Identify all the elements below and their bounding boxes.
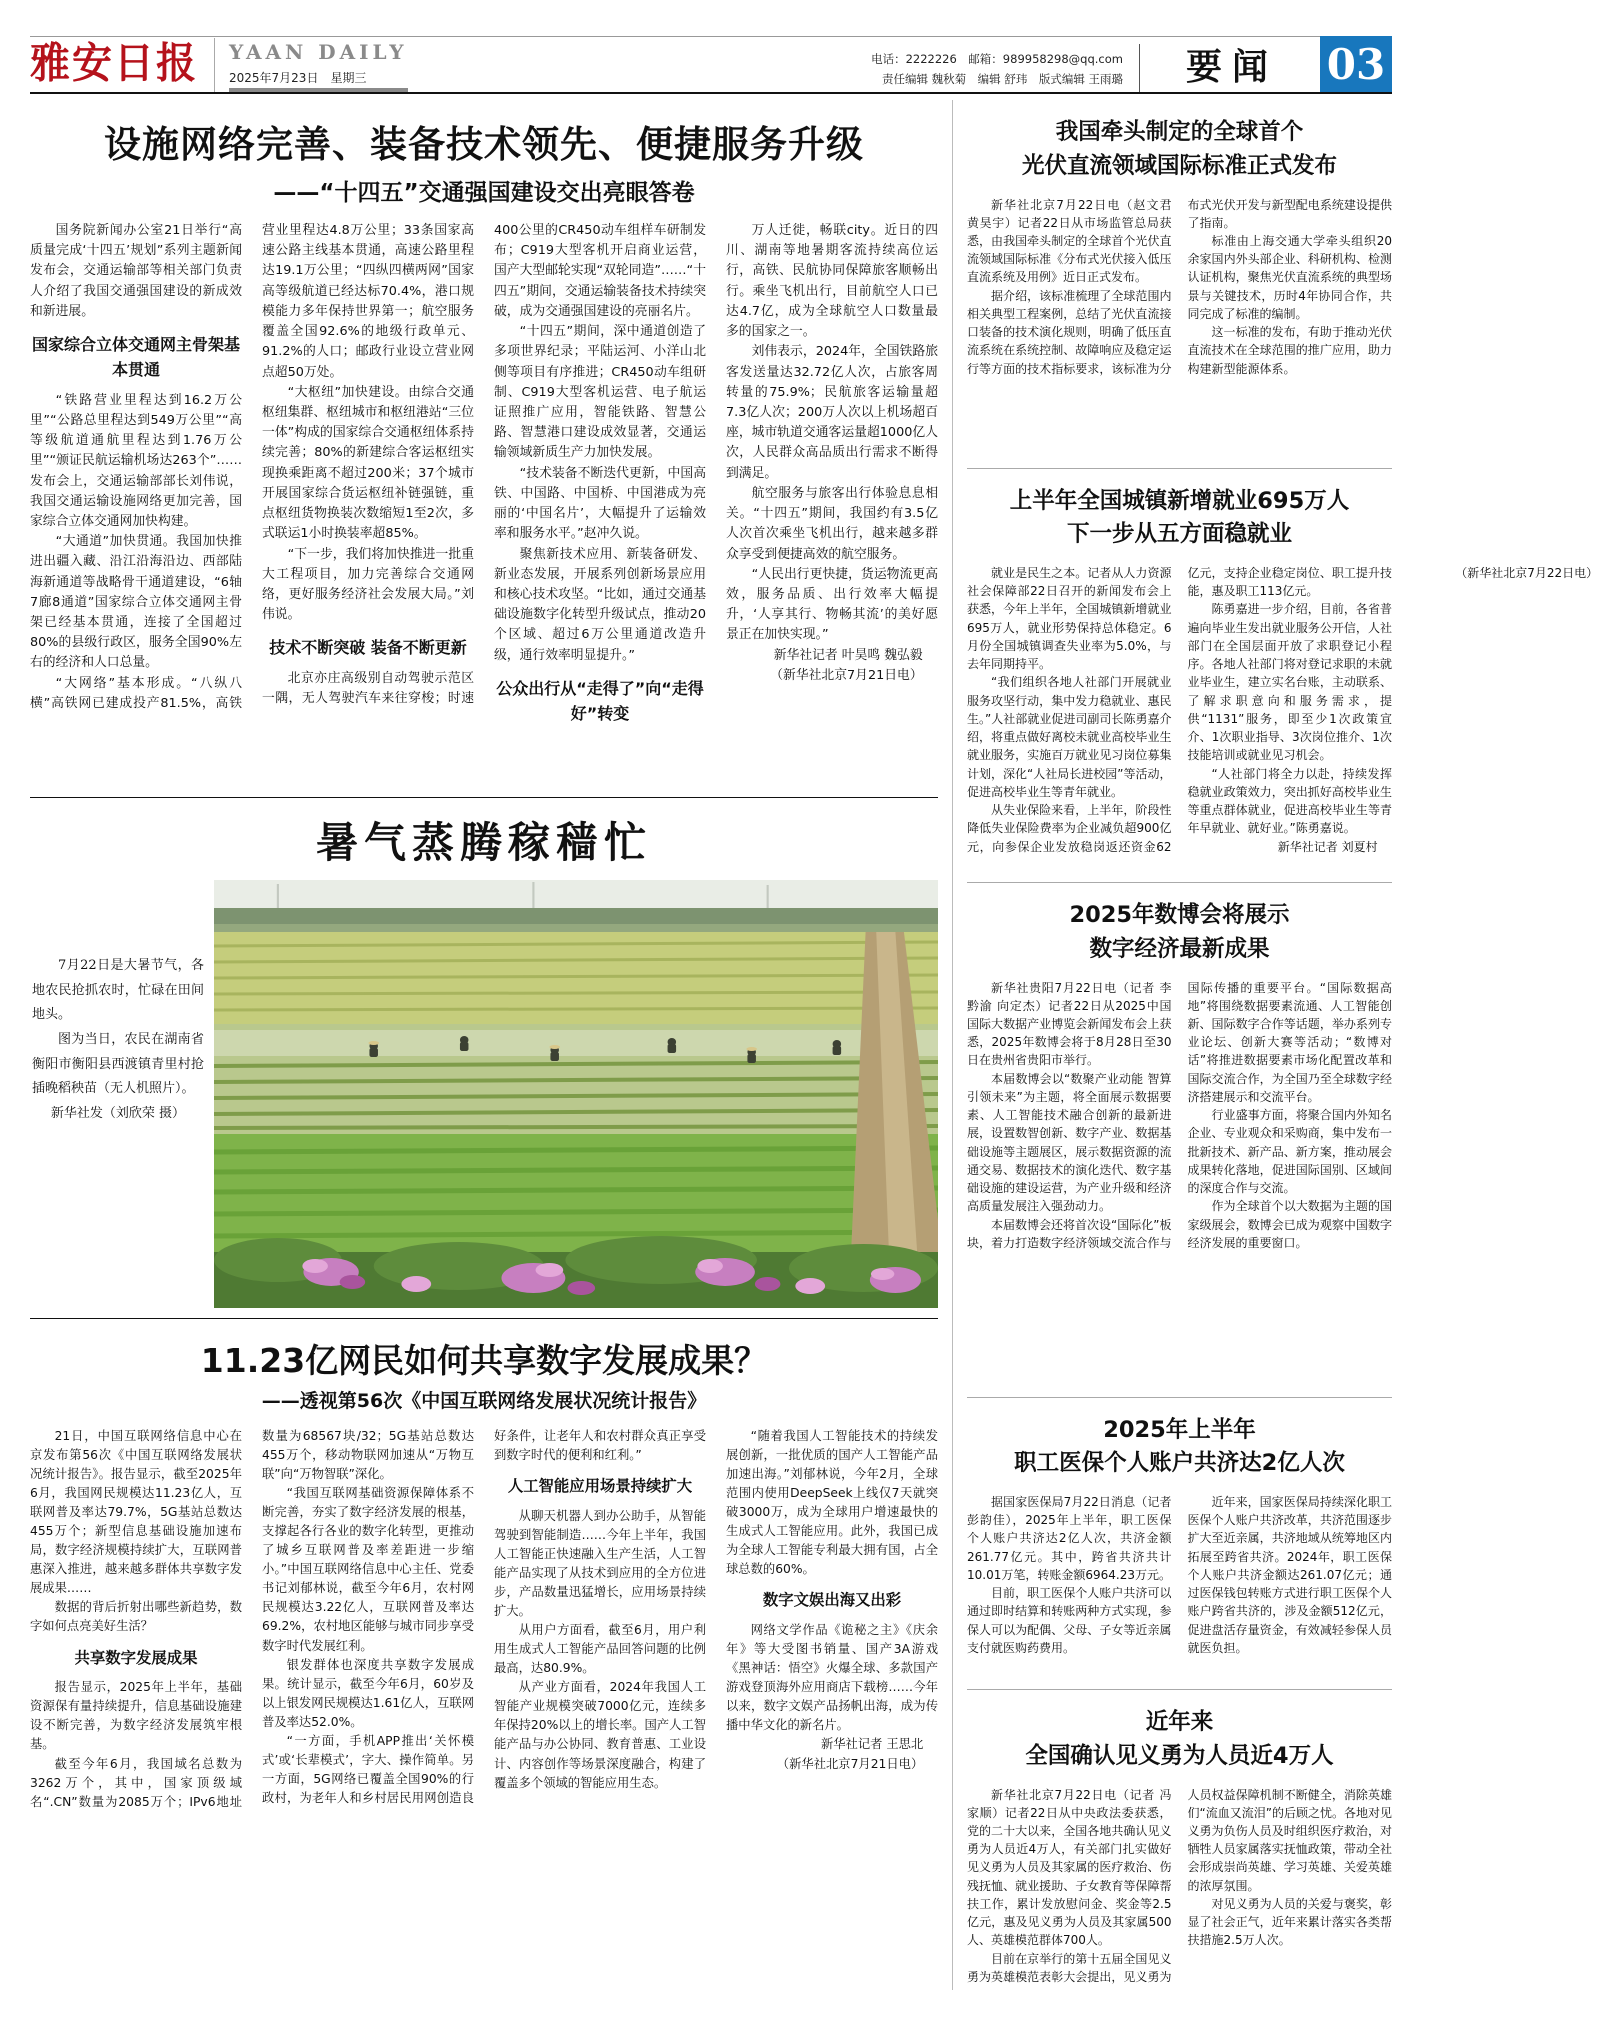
headline-line1: 2025年上半年 (1103, 1416, 1256, 1443)
article-bravery (967, 1689, 1392, 2034)
article-employment (967, 468, 1599, 883)
article-paragraph: 本届数博会以“数聚产业动能 智算引领未来”为主题，将全面展示数据要素、人工智能技术融合创新的最新进展，设置数智创新、数字产业、数据基础设施等主题展区，展示数据资源的流通交易、数据技术的演化迭代、数字基础设施的建设运营，为产业升级和经济高质量发展注入强劲动力。 (967, 1071, 1172, 1214)
article-paragraph: “大枢纽”加快建设。由综合交通枢纽集群、枢纽城市和枢纽港站“三位一体”构成的国家综合交通枢纽体系持续完善；80%的新建综合客运枢纽实现换乘距离不超过200米；37个城市开展国家综合货运枢纽补链强链，重点枢纽货物换装次数缩短1至2次，多式联运1小时换装率超85%。 (262, 384, 474, 542)
article-paragraph: 北京亦庄高级别自动驾驶示范区一隅，无人驾驶汽车来往穿梭；时速400公里的CR450动车组样车研制发布；C919大型客机开启商业运营，国产大型邮轮实现“双轮同造”……“十四五”期间，交通运输装备技术持续突破，成为交通强国建设的亮丽名片。 (262, 223, 706, 706)
masthead-divider (214, 38, 215, 92)
article-big-data-expo (967, 882, 1392, 1397)
paper-english-name: YAAN DAILY (229, 40, 408, 64)
article-headline (967, 116, 1392, 184)
article-paragraph: 聚焦新技术应用、新装备研发、新业态发展，开展系列创新场景应用和核心技术攻坚。“比如，通过交通基础设施数字化转型升级试点，推动20个区域、超过6万公里通道改造升级，通行效率明显提升。” (494, 546, 706, 663)
headline-line2: 光伏直流领域国际标准正式发布 (1021, 152, 1337, 179)
article-byline: 新华社记者 王思北 (820, 1737, 924, 1752)
article-paragraph: “人社部门将全力以赴，持续发挥稳就业政策效力，突出抓好高校毕业生等重点群体就业，促进高校毕业生等青年早就业、就好业。”陈勇嘉说。 (1187, 766, 1392, 836)
left-zone (30, 100, 952, 1990)
article-paragraph: 作为全球首个以大数据为主题的国家级展会，数博会已成为观察中国数字经济发展的重要窗口。 (1187, 1199, 1392, 1250)
article-paragraph: “人民出行更快捷，货运物流更高效，服务品质、出行效率大幅提升，‘人享其行、物畅其流’的美好愿景正在加快实现。” (726, 566, 938, 643)
article-paragraph: “铁路营业里程达到16.2万公里”“公路总里程达到549万公里”“高等级航道通航里程达到1.76万公里”“颁证民航运输机场达263个”……发布会上，交通运输部部长刘伟说，我国交通运输设施网络更加完善，国家综合立体交通网加快构建。 (30, 392, 242, 529)
article-paragraph: 报告显示，2025年上半年，基础资源保有量持续提升，信息基础设施建设不断完善，为数字经济发展筑牢根基。 (30, 1680, 242, 1752)
paddy-field-photo-illustration (214, 880, 938, 1308)
contact-line: 电话：2222226 邮箱：989958298@qq.com (871, 51, 1123, 66)
article-byline: （新华社北京7月22日电） (1455, 566, 1599, 580)
masthead (30, 36, 1392, 92)
masthead-separator (1139, 44, 1140, 92)
section-rule (30, 1318, 938, 1319)
article-paragraph: 对见义勇为人员的关爱与褒奖，彰显了社会正气，近年来累计落实各类帮扶措施2.5万人次。 (1187, 1896, 1392, 1948)
article-medical-insurance (967, 1397, 1392, 1690)
header-rule (30, 92, 1392, 94)
article-byline: （新华社北京7月21日电） (776, 1756, 924, 1771)
article-paragraph: “大网络”基本形成。“八纵八横”高铁网已建成投产81.5%，高铁营业里程达4.8万公里；33条国家高速公路主线基本贯通，高速公路里程达19.1万公里；“四纵四横两网”国家高等级航道已经达标70.4%，港口规模能力多年保持世界第一；航空服务覆盖全国92.6%的地级行政单元、91.2%的人口；邮政行业设立营业网点超50万处。 (30, 223, 474, 711)
editors-line: 责任编辑 魏秋菊 编辑 舒玮 版式编辑 王雨璐 (882, 72, 1123, 87)
page-number-badge: 03 (1320, 36, 1392, 92)
lead-body (30, 221, 938, 787)
page-content (30, 100, 1599, 1990)
article-body (967, 1493, 1392, 1679)
headline-line2: 全国确认见义勇为人员近4万人 (1025, 1742, 1334, 1769)
article-paragraph: 刘伟表示，2024年，全国铁路旅客发送量达32.72亿人次，占旅客周转量的75.9%；民航旅客运输量超7.3亿人次；200万人次以上机场超百座，城市轨道交通客运量超1000亿人次，人民群众高品质出行需求不断得到满足。 (726, 344, 938, 481)
headline-line1: 近年来 (1145, 1709, 1214, 1735)
lead-subtitle: ——“十四五”交通强国建设交出亮眼答卷 (273, 180, 695, 206)
article-headline (967, 1706, 1392, 1774)
article-byline: （新华社北京7月21日电） (770, 667, 923, 683)
headline-line2: 职工医保个人账户共济达2亿人次 (1014, 1450, 1345, 1477)
photo-caption (30, 880, 214, 1308)
masthead-right (871, 36, 1392, 92)
article-paragraph: “我们组织各地人社部门开展就业服务攻坚行动，集中发力稳就业、惠民生。”人社部就业促进司副司长陈勇嘉介绍，将重点做好离校未就业高校毕业生就业服务，实施百万就业见习岗位募集计划，深化“人社局长进校园”等活动，促进高校毕业生等青年就业。 (967, 675, 1172, 799)
article-paragraph: 数据的背后折射出哪些新趋势，数字如何点亮美好生活？ (30, 1600, 242, 1634)
headline-line1: 我国牵头制定的全球首个 (1055, 119, 1304, 145)
section-name: 要闻 (1185, 47, 1278, 88)
article-paragraph: 网络文学作品《诡秘之主》《庆余年》等大受图书销量、国产3A游戏《黑神话：悟空》火爆全球、多款国产游戏登顶海外应用商店下载榜……今年以来，数字文娱产品扬帆出海，成为传播中华文化的新名片。 (726, 1623, 938, 1733)
lead-headline: 设施网络完善、装备技术领先、便捷服务升级 (104, 123, 864, 166)
article-paragraph: 行业盛事方面，将聚合国内外知名企业、专业观众和采购商，集中发布一批新技术、新产品、新方案，推动展会成果转化落地，促进国际国别、区域间的深度合作与交流。 (1187, 1108, 1392, 1196)
article-subhead: 人工智能应用场景持续扩大 (507, 1477, 693, 1496)
headline-line1: 上半年全国城镇新增就业695万人 (1009, 487, 1350, 514)
article-paragraph: 7月22日是大暑节气，各地农民抢抓农时，忙碌在田间地头。 (32, 958, 204, 1023)
article-subhead: 国家综合立体交通网主骨架基本贯通 (31, 335, 240, 380)
article-paragraph: “随着我国人工智能技术的持续发展创新，一批优质的国产人工智能产品加速出海。”刘郁林说，今年2月，全球范围内使用DeepSeek上线仅7天就突破3000万，成为全球用户增速最快的生成式人工智能应用。此外，我国已成为全球人工智能专利最大拥有国，占全球总数的60%。 (726, 1429, 938, 1577)
article-headline (967, 485, 1392, 553)
article-byline: 新华社发（刘欣荣 摄） (50, 1106, 186, 1122)
article-subhead: 技术不断突破 装备不断更新 (269, 638, 467, 658)
article-transport (30, 114, 938, 787)
paper-name-logo: 雅安日报 (30, 38, 198, 89)
article-paragraph: 目前在京举行的第十五届全国见义勇为英雄模范表彰大会提出，见义勇为人员权益保障机制不断健全，消除英雄们“流血又流泪”的后顾之忧。各地对见义勇为负伤人员及时组织医疗救治，对牺牲人员家属落实抚恤政策，带动全社会形成崇尚英雄、学习英雄、关爱英雄的浓厚氛围。 (967, 1787, 1392, 1984)
article-paragraph: 从用户方面看，截至6月，用户利用生成式人工智能产品回答问题的比例最高，达80.9%。 (494, 1623, 706, 1676)
photo-row (30, 880, 938, 1308)
article-paragraph: 新华社贵阳7月22日电（记者 李黔渝 向定杰）记者22日从2025中国国际大数据产业博览会新闻发布会上获悉，2025年数博会将于8月28日至30日在贵州省贵阳市举行。 (967, 980, 1172, 1068)
article-byline: 新华社记者 叶昊鸣 魏弘毅 (773, 647, 923, 663)
article-body (967, 979, 1392, 1387)
article-netizens (30, 1335, 938, 1865)
article-headline (967, 899, 1392, 967)
article-paragraph: 就业是民生之本。记者从人力资源社会保障部22日召开的新闻发布会上获悉，今年上半年，全国城镇新增就业695万人，就业形势保持总体稳定。6月份全国城镇调查失业率为5.0%，与去年同期持平。 (967, 566, 1172, 672)
bottom-body (30, 1427, 938, 1865)
article-subhead: 公众出行从“走得了”向“走得好”转变 (496, 678, 704, 724)
article-body (967, 564, 1599, 872)
article-paragraph: 近年来，国家医保局持续深化职工医保个人账户共济改革，共济范围逐步扩大至近亲属，共济地域从统筹地区内拓展至跨省共济。2024年，职工医保个人账户共济金额达261.07亿元；通过医保钱包转账方式进行职工医保个人账户跨省共济的，涉及金额512亿元，促进盘活存量资金，有效减轻参保人员就医负担。 (1187, 1495, 1392, 1655)
headline-line2: 下一步从五方面稳就业 (1066, 521, 1292, 548)
bottom-subtitle: ——透视第56次《中国互联网络发展状况统计报告》 (261, 1390, 707, 1412)
article-paragraph: 银发群体也深度共享数字发展成果。统计显示，截至今年6月，60岁及以上银发网民规模达1.61亿人，互联网普及率达52.0%。 (262, 1657, 474, 1729)
masthead-middle (229, 36, 408, 92)
photo (214, 880, 938, 1308)
article-headline (967, 1414, 1392, 1482)
article-paragraph: 新华社北京7月22日电（赵文君 黄昊宇）记者22日从市场监管总局获悉，由我国牵头制定的全球首个光伏直流领域国际标准《分布式光伏接入低压直流系统及用例》近日正式发布。 (967, 197, 1172, 285)
bottom-headline: 11.23亿网民如何共享数字发展成果？ (200, 1341, 768, 1380)
article-paragraph: 航空服务与旅客出行体验息息相关。“十四五”期间，我国约有3.5亿人次首次乘坐飞机出行，越来越多群众享受到便捷高效的航空服务。 (726, 485, 938, 562)
date-line: 2025年7月23日 星期三 (229, 66, 408, 92)
article-paragraph: 从失业保险来看，上半年，阶段性降低失业保险费率为企业减负超900亿元，向参保企业发放稳岗返还资金62亿元，支持企业稳定岗位、职工提升技能，惠及职工113亿元。 (967, 566, 1392, 854)
headline-line1: 2025年数博会将展示 (1069, 902, 1290, 928)
article-paragraph: 从聊天机器人到办公助手，从智能驾驶到智能制造……今年上半年，我国人工智能正快速融入生产生活，人工智能产品实现了从技术到应用的全方位进步，产品数量迅猛增长，应用场景持续扩大。 (494, 1508, 706, 1619)
article-paragraph: 截至今年6月，我国域名总数为3262万个，其中，国家顶级域名“.CN”数量为2085万个；IPv6地址数量为68567块/32；5G基站总数达455万个，移动物联网加速从“万物互联”向“万物智联”深化。 (30, 1429, 474, 1809)
article-paragraph: 国务院新闻办公室21日举行“高质量完成‘十四五’规划”系列主题新闻发布会，交通运输部等相关部门负责人介绍了我国交通强国建设的新成效和新进展。 (30, 223, 242, 319)
article-paragraph: 目前，职工医保个人账户共济可以通过即时结算和转账两种方式实现，参保人可以为配偶、父母、子女等近亲属支付就医购药费用。 (967, 1586, 1172, 1655)
article-paragraph: 据介绍，该标准梳理了全球范围内相关典型工程案例，总结了光伏直流接口装备的技术演化规则，明确了低压直流系统在系统控制、故障响应及稳定运行等方面的技术指标要求，该标准为分布式光伏开发与新型配电系统建设提供了指南。 (967, 197, 1392, 376)
article-byline: 新华社记者 刘夏村 (1277, 839, 1378, 854)
article-paragraph: 万人迁徙，畅联city。近日的四川、湖南等地暑期客流持续高位运行，高铁、民航协同保障旅客顺畅出行。乘坐飞机出行，目前航空人口已达4.7亿，成为全球航空人口数量最多的国家之一。 (726, 223, 938, 340)
article-paragraph: “下一步，我们将加快推进一批重大工程项目，加力完善综合交通网络，更好服务经济社会发展大局。”刘伟说。 (262, 546, 474, 623)
article-paragraph: 这一标准的发布，有助于推动光伏直流技术在全球范围的推广应用，助力构建新型能源体系。 (1187, 325, 1392, 376)
right-zone (953, 100, 1599, 1990)
headline-line2: 数字经济最新成果 (1089, 935, 1270, 962)
article-paragraph: “一方面，手机APP推出‘关怀模式’或‘长辈模式’，字大、操作简单。另一方面，5G网络已覆盖全国90%的行政村，为老年人和乡村居民用网创造良好条件，让老年人和农村群众真正享受到数字时代的便利和红利。” (262, 1429, 706, 1805)
article-paragraph: “技术装备不断迭代更新，中国高铁、中国路、中国桥、中国港成为亮丽的‘中国名片’，大幅提升了运输效率和服务水平。”赵冲久说。 (494, 465, 706, 542)
article-paragraph: 图为当日，农民在湖南省衡阳市衡阳县西渡镇青里村抢插晚稻秧苗（无人机照片）。 (32, 1032, 204, 1097)
contact-block (871, 49, 1123, 92)
article-subhead: 共享数字发展成果 (74, 1648, 198, 1667)
article-paragraph: 新华社北京7月22日电（记者 冯家顺）记者22日从中央政法委获悉，党的二十大以来，全国各地共确认见义勇为人员近4万人，有关部门扎实做好见义勇为人员及其家属的医疗救治、伤残抚恤、就业援助、子女教育等保障帮扶工作，累计发放慰问金、奖金等2.5亿元，惠及见义勇为人员及其家属500人、英雄模范群体700人。 (967, 1787, 1172, 1948)
article-paragraph: “十四五”期间，深中通道创造了多项世界纪录；平陆运河、小洋山北侧等项目有序推进；CR450动车组研制、C919大型客机运营、电子航运证照推广应用，智能铁路、智慧公路、智慧港口建设成效显著，交通运输领域新质生产力加快发展。 (494, 324, 706, 461)
article-body (967, 1786, 1392, 2024)
photo-story-title: 暑气蒸腾稼穑忙 (315, 818, 652, 867)
article-pv-standard (967, 100, 1392, 468)
section-rule (30, 797, 938, 798)
article-paragraph: 陈勇嘉进一步介绍，目前，各省普遍向毕业生发出就业服务公开信，人社部门在全国层面开放了求职登记小程序。各地人社部门将对登记求职的未就业毕业生，建立实名台账，主动联系、了解求职意向和服务需求，提供“1131”服务，即至少1次政策宣介、1次职业指导、3次岗位推介、1次技能培训或就业见习机会。 (1187, 602, 1392, 763)
article-paragraph: “我国互联网基础资源保障体系不断完善，夯实了数字经济发展的根基，支撑起各行各业的数字化转型，更推动了城乡互联网普及率差距进一步缩小。”中国互联网络信息中心主任、党委书记刘郁林说，截至今年6月，农村网民规模达3.22亿人，互联网普及率达69.2%，农村地区能够与城市同步享受数字时代发展红利。 (262, 1486, 474, 1653)
photo-story (30, 810, 938, 1308)
article-paragraph: 本届数博会还将首次设“国际化”板块，着力打造数字经济领域交流合作与国际传播的重要平台。“国际数据高地”将围绕数据要素流通、人工智能创新、国际数字合作等话题，举办系列专业论坛、创新大赛等活动；“数博对话”将推进数据要素市场化配置改革和国际交流合作，为全国乃至全球数字经济搭建展示和交流平台。 (967, 980, 1392, 1250)
article-paragraph: 从产业方面看，2024年我国人工智能产业规模突破7000亿元，连续多年保持20%以上的增长率。国产人工智能产品与办公协同、教育普惠、工业设计、内容创作等场景深度融合，构建了覆盖多个领域的智能应用生态。 (494, 1680, 706, 1790)
article-subhead: 数字文娱出海又出彩 (762, 1591, 902, 1610)
article-paragraph: 标准由上海交通大学牵头组织20余家国内外头部企业、科研机构、检测认证机构，聚焦光伏直流系统的典型场景与关键技术，历时4年协同合作，共同完成了标准的编制。 (1187, 233, 1392, 321)
article-paragraph: 21日，中国互联网络信息中心在京发布第56次《中国互联网络发展状况统计报告》。报告显示，截至2025年6月，我国网民规模达11.23亿人，互联网普及率达79.7%，5G基站总数达455万个；新型信息基础设施加速布局，数字经济规模持续扩大，互联网普惠深入推进，越来越多群体共享数字发展成果…… (30, 1429, 242, 1596)
article-paragraph: “大通道”加快贯通。我国加快推进出疆入藏、沿江沿海沿边、西部陆海新通道等战略骨干通道建设，“6轴7廊8通道”国家综合立体交通网主骨架已经基本贯通，连接了全国超过80%的县级行政区，服务全国90%左右的经济和人口总量。 (30, 534, 242, 671)
article-paragraph: 据国家医保局7月22日消息（记者 彭韵佳），2025年上半年，职工医保个人账户共济达2亿人次，共济金额261.77亿元。其中，跨省共济共计10.01万笔，转账金额6964.23万元。 (967, 1495, 1172, 1582)
article-body (967, 196, 1392, 458)
